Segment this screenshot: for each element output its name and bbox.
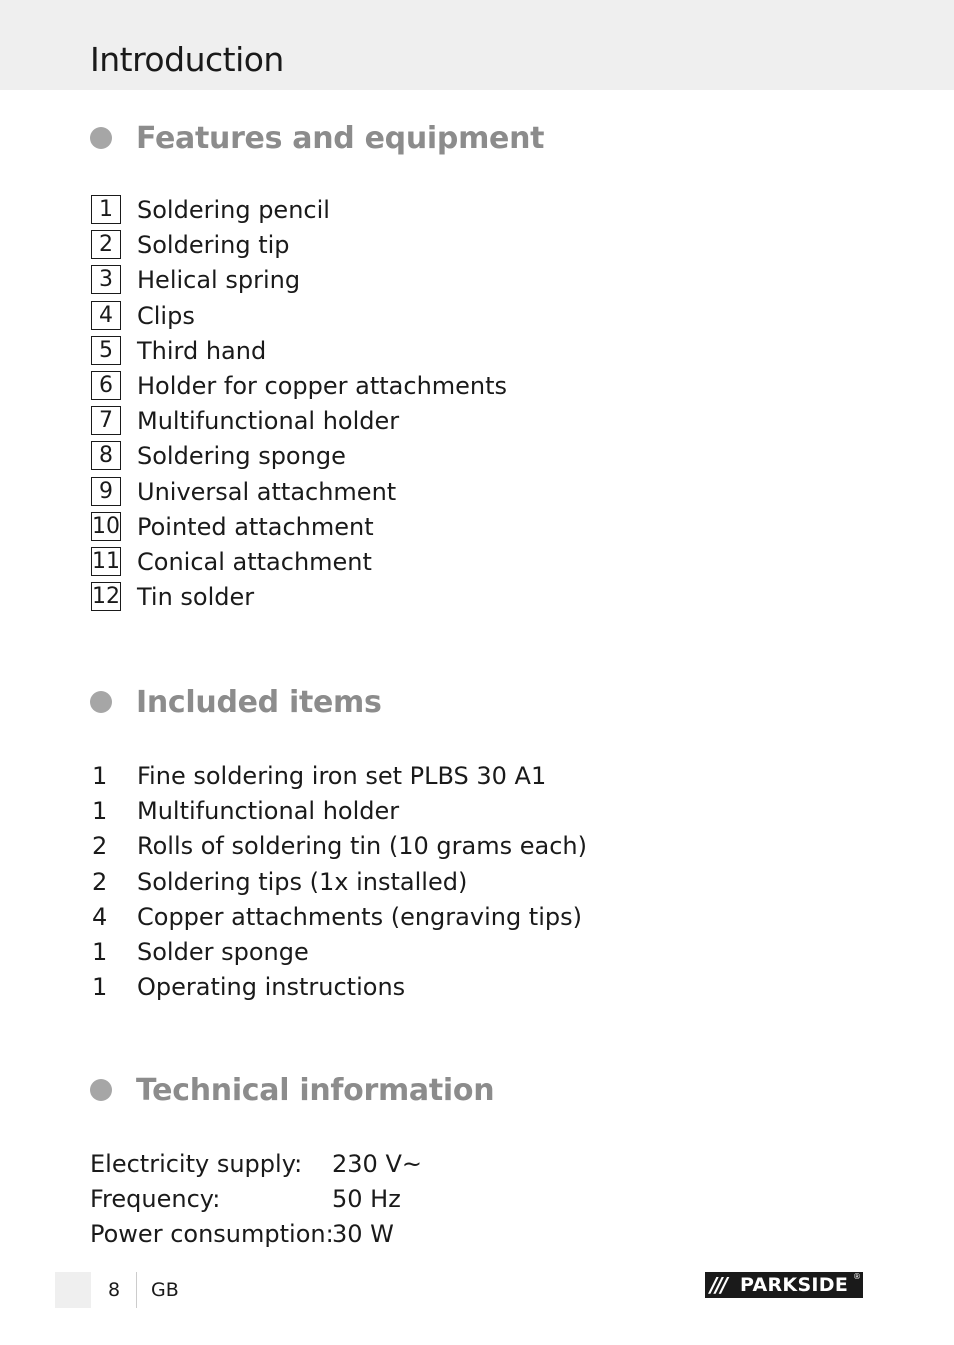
logo-text: PARKSIDE [740,1274,849,1296]
item-label: Soldering tip [137,231,290,260]
item-label: Solder sponge [137,937,309,966]
item-number-box: 12 [92,584,120,610]
item-label: Pointed attachment [137,512,374,541]
item-number-box: 5 [91,336,121,365]
item-label: Multifunctional holder [137,797,400,826]
item-number-box: 6 [91,371,121,400]
spec-label: Frequency: [90,1185,221,1213]
features-heading-text: Features and equipment [136,120,545,156]
logo-registered-mark: ® [853,1272,861,1281]
page-number: 8 [108,1279,121,1301]
item-label: Operating instructions [137,973,406,1002]
item-quantity: 2 [92,832,108,861]
spec-label: Power consumption: [90,1220,334,1248]
spec-value: 30 W [332,1220,394,1248]
item-number-box: 3 [91,265,121,294]
item-quantity: 4 [92,902,108,931]
language-code: GB [151,1279,179,1301]
item-label: Soldering pencil [137,196,330,224]
footer-divider [136,1272,137,1308]
item-label: Holder for copper attachments [137,371,508,400]
page-title: Introduction [90,40,284,79]
item-label: Conical attachment [137,547,372,576]
item-label: Rolls of soldering tin (10 grams each) [137,832,587,861]
item-label: Clips [137,301,195,330]
bullet-icon [90,1079,112,1101]
item-label: Third hand [137,336,267,365]
included-heading [90,682,382,722]
spec-value: 230 V~ [332,1150,422,1178]
item-label: Tin solder [137,583,255,612]
item-number-box: 11 [92,548,120,574]
features-heading [90,118,544,158]
item-label: Fine soldering iron set PLBS 30 A1 [137,762,547,790]
item-quantity: 2 [92,867,108,896]
spec-label: Electricity supply: [90,1150,303,1178]
logo-slashes: /// [710,1273,726,1297]
item-number-box: 1 [91,195,121,224]
item-quantity: 1 [92,797,108,826]
item-label: Multifunctional holder [137,407,400,436]
item-label: Soldering tips (1x installed) [137,867,468,896]
footer-box [55,1272,91,1308]
item-label: Universal attachment [137,477,397,506]
item-label: Copper attachments (engraving tips) [137,902,582,931]
item-number-box: 9 [91,477,121,506]
item-number-box: 10 [92,513,120,539]
parkside-logo [705,1272,863,1298]
technical-heading [90,1070,494,1110]
spec-value: 50 Hz [332,1185,401,1213]
included-heading-text: Included items [136,684,382,720]
item-label: Soldering sponge [137,442,346,471]
item-number-box: 8 [91,441,121,470]
item-quantity: 1 [92,973,108,1002]
bullet-icon [90,127,112,149]
item-quantity: 1 [92,937,108,966]
item-quantity: 1 [92,762,108,790]
bullet-icon [90,691,112,713]
item-number-box: 2 [91,230,121,259]
item-label: Helical spring [137,266,301,295]
item-number-box: 4 [91,301,121,330]
item-number-box: 7 [91,406,121,435]
technical-heading-text: Technical information [136,1072,495,1108]
